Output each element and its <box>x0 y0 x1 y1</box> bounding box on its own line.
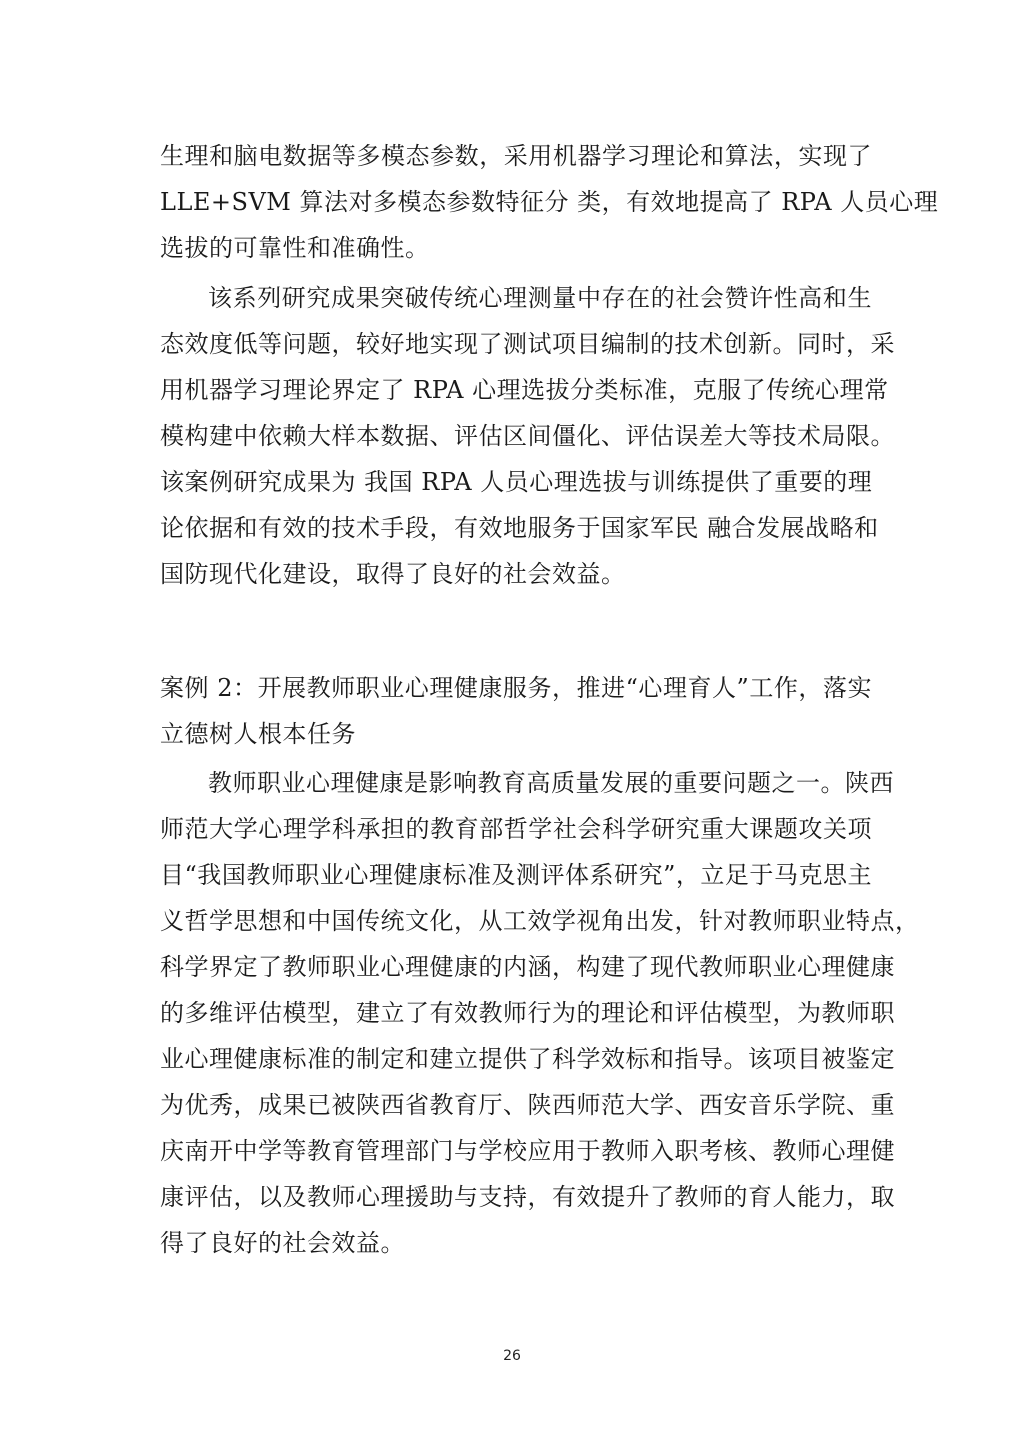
text-line: 生理和脑电数据等多模态参数，采用机器学习理论和算法，实现了 <box>160 142 872 170</box>
text-line: 业心理健康标准的制定和建立提供了科学效标和指导。该项目被鉴定 <box>160 1045 895 1073</box>
text-line: 庆南开中学等教育管理部门与学校应用于教师入职考核、教师心理健 <box>160 1137 895 1165</box>
heading-line: 案例 2：开展教师职业心理健康服务，推进“心理育人”工作，落实 <box>160 674 872 702</box>
page-number: 26 <box>503 1348 521 1364</box>
text-line: 该案例研究成果为 我国 RPA 人员心理选拔与训练提供了重要的理 <box>160 468 873 496</box>
text-line: 模构建中依赖大样本数据、评估区间僵化、评估误差大等技术局限。 <box>160 422 895 450</box>
text-line: 用机器学习理论界定了 RPA 心理选拔分类标准，克服了传统心理常 <box>160 376 889 404</box>
text-line: 目“我国教师职业心理健康标准及测评体系研究”，立足于马克思主 <box>160 861 872 889</box>
text-line: LLE+SVM 算法对多模态参数特征分 类，有效地提高了 RPA 人员心理 <box>160 188 939 216</box>
text-line: 师范大学心理学科承担的教育部哲学社会科学研究重大课题攻关项 <box>160 815 872 843</box>
text-line: 为优秀，成果已被陕西省教育厅、陕西师范大学、西安音乐学院、重 <box>160 1091 895 1119</box>
text-line: 选拔的可靠性和准确性。 <box>160 234 430 262</box>
text-line: 论依据和有效的技术手段，有效地服务于国家军民 融合发展战略和 <box>160 514 879 542</box>
text-line: 得了良好的社会效益。 <box>160 1229 405 1257</box>
text-line: 教师职业心理健康是影响教育高质量发展的重要问题之一。陕西 <box>208 769 894 797</box>
text-line: 国防现代化建设，取得了良好的社会效益。 <box>160 560 626 588</box>
text-line: 该系列研究成果突破传统心理测量中存在的社会赞许性高和生 <box>208 284 872 312</box>
text-line: 态效度低等问题，较好地实现了测试项目编制的技术创新。同时，采 <box>160 330 895 358</box>
heading-line: 立德树人根本任务 <box>160 720 356 748</box>
text-line: 的多维评估模型，建立了有效教师行为的理论和评估模型，为教师职 <box>160 999 895 1027</box>
text-line: 科学界定了教师职业心理健康的内涵，构建了现代教师职业心理健康 <box>160 953 895 981</box>
text-line: 康评估，以及教师心理援助与支持，有效提升了教师的育人能力，取 <box>160 1183 895 1211</box>
text-line: 义哲学思想和中国传统文化，从工效学视角出发，针对教师职业特点， <box>160 907 920 935</box>
